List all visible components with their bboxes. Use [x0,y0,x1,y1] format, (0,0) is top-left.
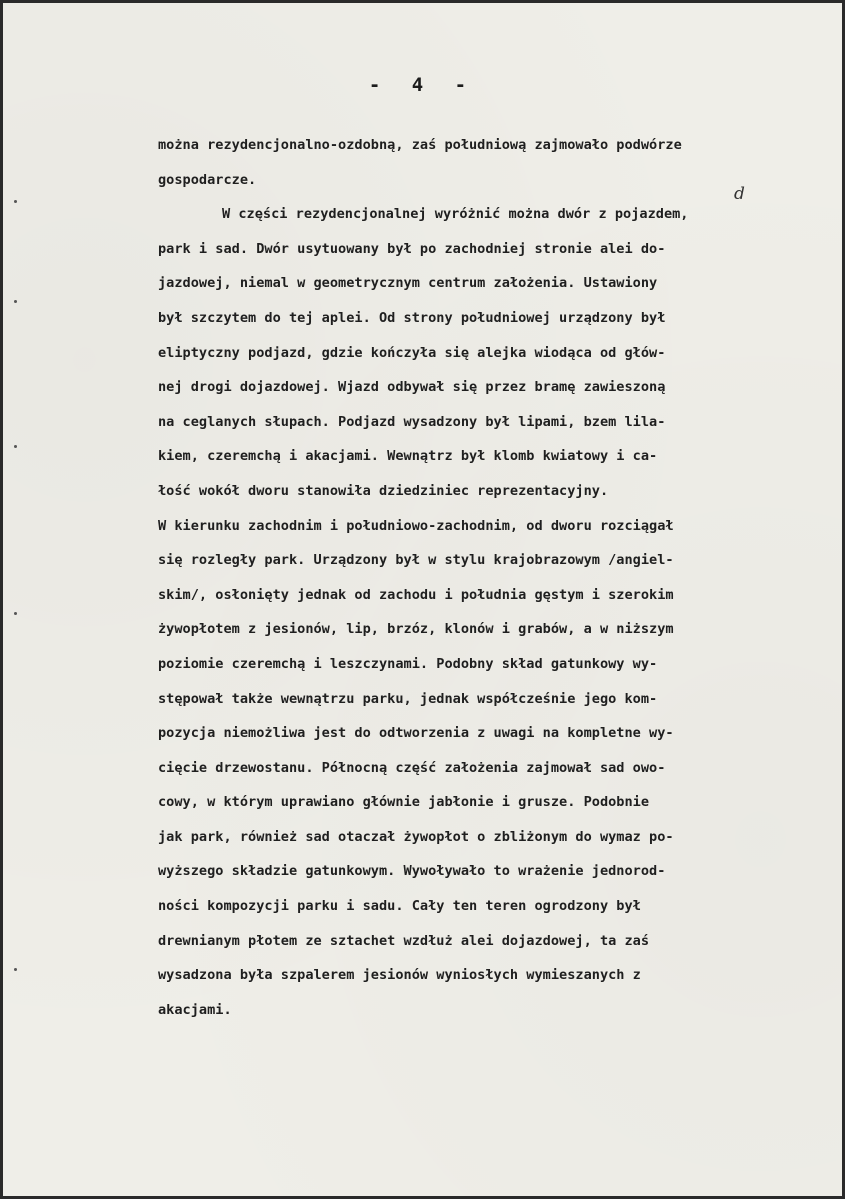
margin-dot [14,200,17,203]
text-line: akacjami. [158,1001,232,1018]
text-line: żywopłotem z jesionów, lip, brzóz, klonów i grabów, a w niższym [158,621,674,638]
text-line: łość wokół dworu stanowiła dziedziniec reprezentacyjny. [158,482,609,499]
text-line: skim/, osłonięty jednak od zachodu i południa gęstym i szerokim [158,586,674,603]
text-line: się rozległy park. Urządzony był w stylu krajobrazowym /angiel- [158,552,674,569]
text-line: gospodarcze. [158,171,257,188]
text-line: na ceglanych słupach. Podjazd wysadzony był lipami, bzem lila- [158,413,666,430]
text-line: eliptyczny podjazd, gdzie kończyła się alejka wiodąca od głów- [158,344,666,361]
text-line: jak park, również sad otaczał żywopłot o zbliżonym do wymaz po- [158,828,674,845]
text-line: ności kompozycji parku i sadu. Cały ten teren ogrodzony był [158,898,641,915]
text-line: cięcie drzewostanu. Północną część założenia zajmował sad owo- [158,759,666,776]
margin-dot [14,612,17,615]
handwritten-correction: d [734,184,745,204]
margin-dot [14,968,17,971]
page-number: - 4 - [368,74,477,96]
text-line: nej drogi dojazdowej. Wjazd odbywał się przez bramę zawieszoną [158,379,666,396]
margin-dot [14,300,17,303]
text-line: poziomie czeremchą i leszczynami. Podobny skład gatunkowy wy- [158,655,658,672]
text-line: jazdowej, niemal w geometrycznym centrum założenia. Ustawiony [158,275,658,292]
text-line: pozycja niemożliwa jest do odtworzenia z uwagi na kompletne wy- [158,725,674,742]
body-text [158,128,826,1027]
text-line: park i sad. Dwór usytuowany był po zachodniej stronie alei do- [158,240,666,257]
text-line: drewnianym płotem ze sztachet wzdłuż alei dojazdowej, ta zaś [158,932,650,949]
text-line: kiem, czeremchą i akacjami. Wewnątrz był klomb kwiatowy i ca- [158,448,658,465]
text-line: był szczytem do tej aplei. Od strony południowej urządzony był [158,309,666,326]
text-line: wyższego składzie gatunkowym. Wywoływało to wrażenie jednorod- [158,863,666,880]
text-line: wysadzona była szpalerem jesionów wyniosłych wymieszanych z [158,967,641,984]
text-line: stępował także wewnątrzu parku, jednak współcześnie jego kom- [158,690,658,707]
text-line: W kierunku zachodnim i południowo-zachodnim, od dworu rozciągał [158,517,674,534]
text-line: W części rezydencjonalnej wyróżnić można dwór z pojazdem, [222,206,689,223]
text-line: cowy, w którym uprawiano głównie jabłonie i grusze. Podobnie [158,794,650,811]
margin-dot [14,445,17,448]
text-line: można rezydencjonalno-ozdobną, zaś południową zajmowało podwórze [158,137,682,153]
